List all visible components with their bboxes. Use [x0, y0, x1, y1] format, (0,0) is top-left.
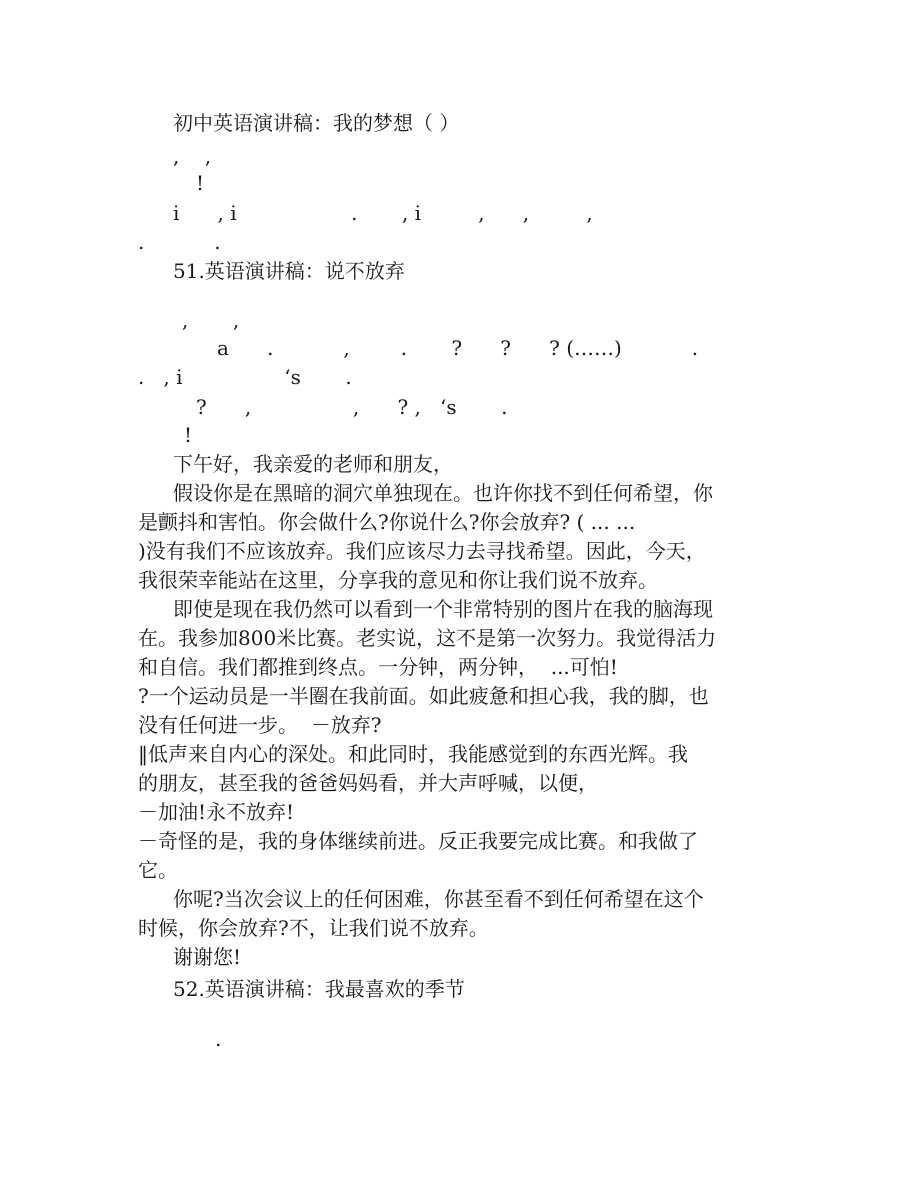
fragment-line: ! — [184, 423, 193, 447]
fragment-line: ! — [196, 171, 205, 195]
speech-line: 在。我参加800米比赛。老实说，这不是第一次努力。我觉得活力 — [138, 626, 717, 650]
speech-greeting: 下午好，我亲爱的老师和朋友， — [173, 452, 453, 476]
speech-line: 时候，你会放弃?不，让我们说不放弃。 — [138, 916, 489, 940]
speech-line: －加油!永不放弃! — [138, 800, 295, 824]
speech-line: )没有我们不应该放弃。我们应该尽力去寻找希望。因此，今天， — [138, 539, 706, 563]
speech-line: 即使是现在我仍然可以看到一个非常特别的图片在我的脑海现 — [173, 597, 713, 621]
fragment-line: , , — [182, 308, 240, 332]
speech-line: 和自信。我们都推到终点。一分钟，两分钟， ...可怕! — [138, 655, 618, 679]
speech-line: 我很荣幸能站在这里，分享我的意见和你让我们说不放弃。 — [138, 568, 658, 592]
fragment-line: ? , , ? , ‘s . — [196, 395, 508, 419]
speech-line: ?一个运动员是一半圈在我前面。如此疲惫和担心我，我的脚，也 — [138, 684, 709, 708]
fragment-line: i , i . , i , , , — [173, 201, 593, 225]
speech-line: ‖低声来自内心的深处。和此同时，我能感觉到的东西光辉。我 — [138, 742, 688, 766]
speech-line: 是颤抖和害怕。你会做什么?你说什么?你会放弃? ( ... ... — [138, 510, 636, 534]
fragment-line: a . , . ? ? ? (……) . — [217, 336, 699, 360]
speech-line: 没有任何进一步。 －放弃? — [138, 713, 382, 737]
heading-51: 51.英语演讲稿：说不放弃 — [173, 259, 405, 283]
fragment-line: . , i ‘s . — [138, 365, 352, 389]
fragment-line: , , — [173, 144, 212, 168]
speech-line: －奇怪的是，我的身体继续前进。反正我要完成比赛。和我做了 — [138, 829, 698, 853]
speech-line: 它。 — [138, 858, 178, 882]
heading-52: 52.英语演讲稿：我最喜欢的季节 — [173, 977, 465, 1001]
speech-line: 你呢?当次会议上的任何困难，你甚至看不到任何希望在这个 — [173, 887, 704, 911]
fragment-line: . — [215, 1027, 222, 1051]
heading-50: 初中英语演讲稿：我的梦想（ ） — [173, 111, 460, 135]
speech-line: 假设你是在黑暗的洞穴单独现在。也许你找不到任何希望，你 — [173, 481, 713, 505]
speech-line: 的朋友，甚至我的爸爸妈妈看，并大声呼喊，以便， — [138, 771, 598, 795]
fragment-line: . . — [138, 230, 221, 254]
speech-closing: 谢谢您! — [173, 945, 242, 969]
